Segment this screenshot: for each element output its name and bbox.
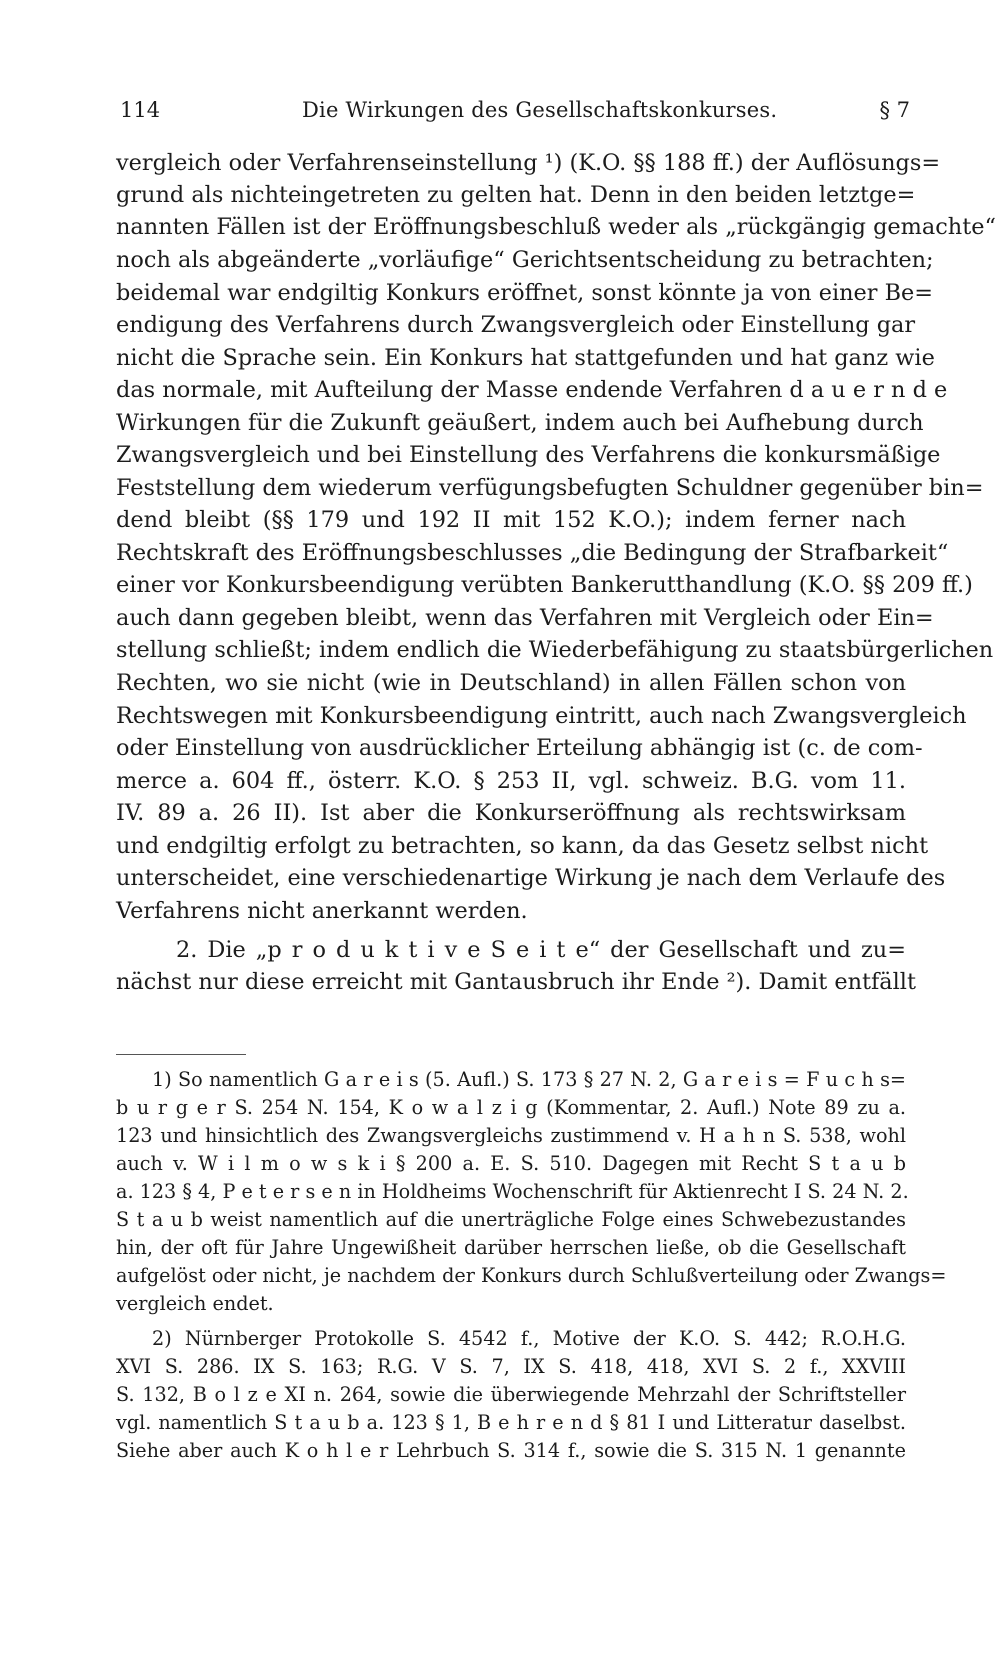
- body-line: oder Einstellung von ausdrücklicher Erteilung abhängig ist (c. de com-: [116, 735, 923, 761]
- body-line: Rechtswegen mit Konkursbeendigung eintritt, auch nach Zwangsvergleich: [116, 703, 967, 729]
- body-line: endigung des Verfahrens durch Zwangsvergleich oder Einstellung gar: [116, 312, 916, 338]
- body-line: auch dann gegeben bleibt, wenn das Verfahren mit Vergleich oder Ein=: [116, 605, 934, 631]
- section-number: § 7: [879, 98, 910, 122]
- body-line: und endgiltig erfolgt zu betrachten, so kann, da das Gesetz selbst nicht: [116, 833, 929, 859]
- footnote-line: a. 123 § 4, P e t e r s e n in Holdheims Wochenschrift für Aktienrecht I S. 24 N. 2.: [116, 1180, 909, 1203]
- footnote-line: b u r g e r S. 254 N. 154, K o w a l z i g (Kommentar, 2. Aufl.) Note 89 zu a.: [116, 1096, 906, 1119]
- body-line: das normale, mit Aufteilung der Masse endende Verfahren d a u e r n d e: [116, 377, 948, 403]
- footnote-line: S t a u b weist namentlich auf die unerträgliche Folge eines Schwebezustandes: [116, 1208, 906, 1231]
- body-line: stellung schließt; indem endlich die Wiederbefähigung zu staatsbürgerlichen: [116, 637, 994, 663]
- footnote-line: Siehe aber auch K o h l e r Lehrbuch S. 314 f., sowie die S. 315 N. 1 genannte: [116, 1439, 906, 1462]
- body-line: Wirkungen für die Zukunft geäußert, indem auch bei Aufhebung durch: [116, 410, 924, 436]
- running-header: [120, 98, 910, 138]
- body-line: Zwangsvergleich und bei Einstellung des Verfahrens die konkursmäßige: [116, 442, 941, 468]
- footnote-line: 1) So namentlich G a r e i s (5. Aufl.) S. 173 § 27 N. 2, G a r e i s = F u c h s=: [152, 1068, 906, 1091]
- body-line: Rechtskraft des Eröffnungsbeschlusses „die Bedingung der Strafbarkeit“: [116, 540, 949, 566]
- body-line: vergleich oder Verfahrenseinstellung ¹) (K.O. §§ 188 ff.) der Auflösungs=: [116, 150, 941, 176]
- footnote-line: vergleich endet.: [116, 1292, 274, 1315]
- body-line: dend bleibt (§§ 179 und 192 II mit 152 K.O.); indem ferner nach: [116, 507, 906, 533]
- footnote-line: XVI S. 286. IX S. 163; R.G. V S. 7, IX S. 418, 418, XVI S. 2 f., XXVIII: [116, 1355, 906, 1378]
- footnote-line: S. 132, B o l z e XI n. 264, sowie die überwiegende Mehrzahl der Schriftsteller: [116, 1383, 906, 1406]
- body-line: nächst nur diese erreicht mit Gantausbruch ihr Ende ²). Damit entfällt: [116, 969, 916, 995]
- body-line: noch als abgeänderte „vorläufige“ Gerichtsentscheidung zu betrachten;: [116, 247, 934, 273]
- footnote-line: 123 und hinsichtlich des Zwangsvergleichs zustimmend v. H a h n S. 538, wohl: [116, 1124, 906, 1147]
- footnote-line: 2) Nürnberger Protokolle S. 4542 f., Motive der K.O. S. 442; R.O.H.G.: [152, 1327, 906, 1350]
- body-line: Rechten, wo sie nicht (wie in Deutschland) in allen Fällen schon von: [116, 670, 906, 696]
- footnote-line: auch v. W i l m o w s k i § 200 a. E. S. 510. Dagegen mit Recht S t a u b: [116, 1152, 906, 1175]
- footnote-line: vgl. namentlich S t a u b a. 123 § 1, B e h r e n d § 81 I und Litteratur daselbst.: [116, 1411, 906, 1434]
- body-line: 2. Die „p r o d u k t i v e S e i t e“ der Gesellschaft und zu=: [176, 937, 906, 963]
- body-line: Feststellung dem wiederum verfügungsbefugten Schuldner gegenüber bin=: [116, 475, 984, 501]
- page-number: 114: [120, 98, 161, 122]
- footnote-line: aufgelöst oder nicht, je nachdem der Konkurs durch Schlußverteilung oder Zwangs=: [116, 1264, 947, 1287]
- body-line: nicht die Sprache sein. Ein Konkurs hat stattgefunden und hat ganz wie: [116, 345, 935, 371]
- footnote-rule: [116, 1054, 246, 1055]
- body-line: unterscheidet, eine verschiedenartige Wirkung je nach dem Verlaufe des: [116, 865, 946, 891]
- body-line: beidemal war endgiltig Konkurs eröffnet, sonst könnte ja von einer Be=: [116, 280, 934, 306]
- body-line: merce a. 604 ff., österr. K.O. § 253 II, vgl. schweiz. B.G. vom 11.: [116, 768, 906, 794]
- footnote-line: hin, der oft für Jahre Ungewißheit darüber herrschen ließe, ob die Gesellschaft: [116, 1236, 906, 1259]
- body-line: einer vor Konkursbeendigung verübten Bankerutthandlung (K.O. §§ 209 ff.): [116, 572, 973, 598]
- body-line: nannten Fällen ist der Eröffnungsbeschluß weder als „rückgängig gemachte“: [116, 214, 996, 240]
- running-title: Die Wirkungen des Gesellschaftskonkurses.: [302, 98, 778, 122]
- body-line: IV. 89 a. 26 II). Ist aber die Konkurseröffnung als rechtswirksam: [116, 800, 906, 826]
- body-line: grund als nichteingetreten zu gelten hat. Denn in den beiden letztge=: [116, 182, 916, 208]
- body-line: Verfahrens nicht anerkannt werden.: [116, 898, 528, 924]
